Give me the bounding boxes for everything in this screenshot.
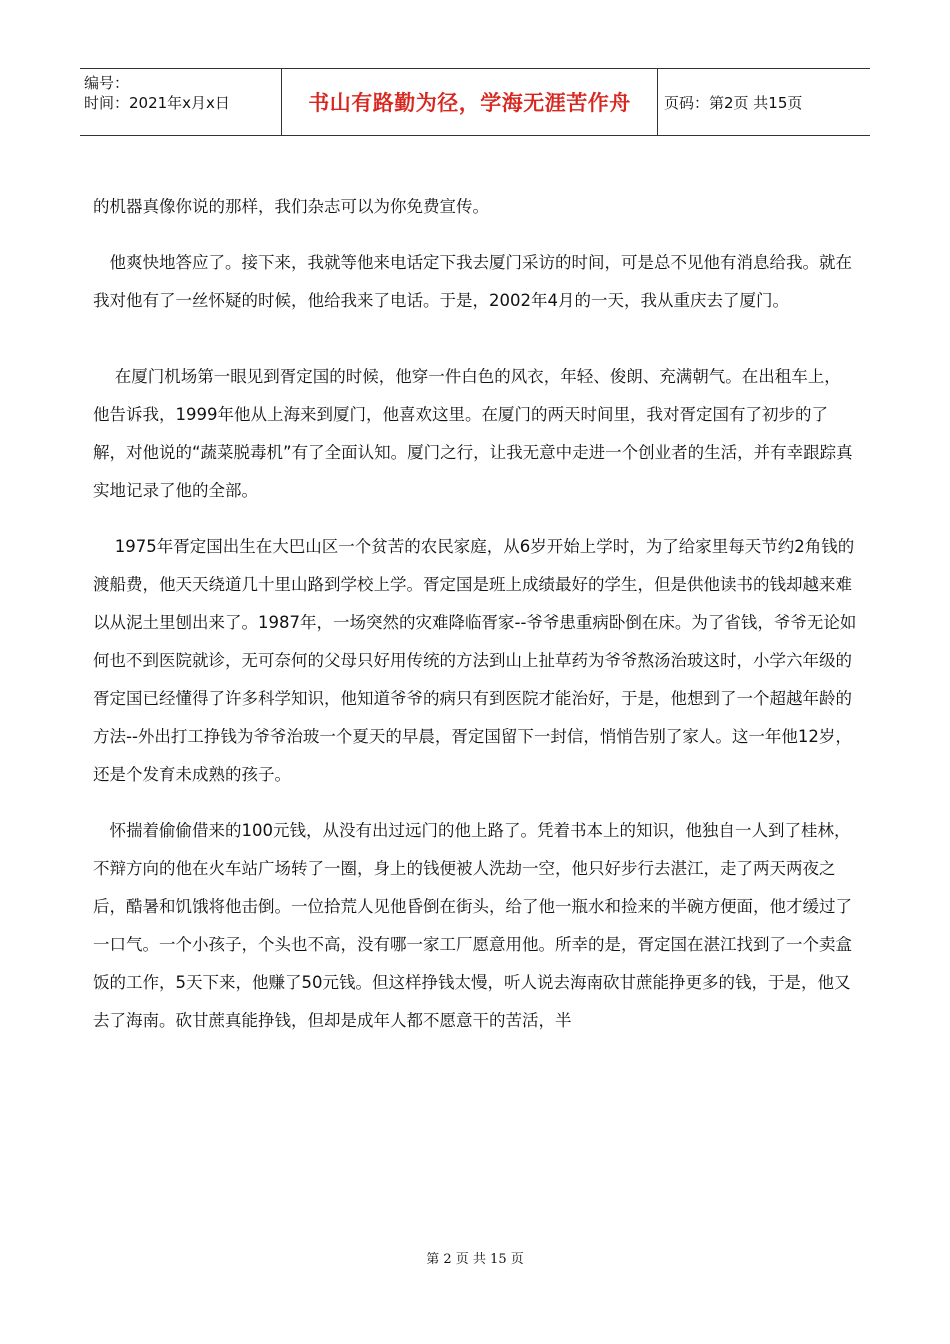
page-footer: 第 2 页 共 15 页 xyxy=(426,1252,524,1267)
header-table xyxy=(80,68,870,136)
paragraph: 1975年胥定国出生在大巴山区一个贫苦的农民家庭，从6岁开始上学时，为了给家里每天节约2角钱的渡船费，他天天绕道几十里山路到学校上学。胥定国是班上成绩最好的学生，但是供他读书的钱却越来难以从泥土里刨出来了。1987年，一场突然的灾难降临胥家--爷爷患重病卧倒在床。为了省钱，爷爷无论如何也不到医院就诊，无可奈何的父母只好用传统的方法到山上扯草药为爷爷熬汤治玻这时，小学六年级的胥定国已经懂得了许多科学知识，他知道爷爷的病只有到医院才能治好，于是，他想到了一个超越年龄的方法--外出打工挣钱为爷爷治玻一个夏天的早晨，胥定国留下一封信，悄悄告别了家人。这一年他12岁，还是个发育未成熟的孩子。 xyxy=(93,537,857,784)
motto: 书山有路勤为径，学海无涯苦作舟 xyxy=(308,91,631,115)
paragraph: 怀揣着偷偷借来的100元钱，从没有出过远门的他上路了。凭着书本上的知识，他独自一人到了桂林，不辩方向的他在火车站广场转了一圈，身上的钱便被人洗劫一空，他只好步行去湛江，走了两天两夜之后，酷暑和饥饿将他击倒。一位拾荒人见他昏倒在街头，给了他一瓶水和捡来的半碗方便面，他才缓过了一口气。一个小孩子，个头也不高，没有哪一家工厂愿意用他。所幸的是，胥定国在湛江找到了一个卖盒饭的工作，5天下来，他赚了50元钱。但这样挣钱太慢，听人说去海南砍甘蔗能挣更多的钱，于是，他又去了海南。砍甘蔗真能挣钱，但却是成年人都不愿意干的苦活，半 xyxy=(93,821,852,1030)
page-info: 页码：第2页 共15页 xyxy=(664,93,803,112)
paragraph: 在厦门机场第一眼见到胥定国的时候，他穿一件白色的风衣，年轻、俊朗、充满朝气。在出租车上，他告诉我，1999年他从上海来到厦门，他喜欢这里。在厦门的两天时间里，我对胥定国有了初步的了解，对他说的“蔬菜脱毒机”有了全面认知。厦门之行，让我无意中走进一个创业者的生活，并有幸跟踪真实地记录了他的全部。 xyxy=(93,367,853,500)
body-text xyxy=(93,188,857,1040)
number-label: 编号： xyxy=(84,74,130,92)
header-meta-cell xyxy=(80,69,282,135)
time-label: 时间：2021年x月x日 xyxy=(84,94,230,112)
header-motto-cell xyxy=(282,69,658,135)
paragraph: 他爽快地答应了。接下来，我就等他来电话定下我去厦门采访的时间，可是总不见他有消息给我。就在我对他有了一丝怀疑的时候，他给我来了电话。于是，2002年4月的一天，我从重庆去了厦门。 xyxy=(93,253,852,310)
header-page-cell xyxy=(658,69,870,135)
paragraph: 的机器真像你说的那样，我们杂志可以为你免费宣传。 xyxy=(93,197,489,216)
